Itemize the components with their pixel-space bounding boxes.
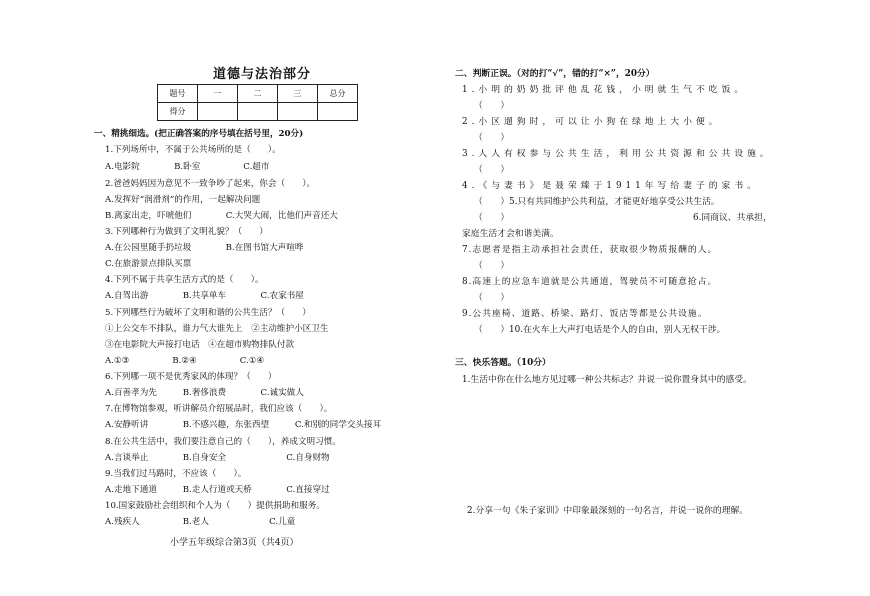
section-heading-answer: 三、快乐答题。（10分）: [455, 358, 551, 368]
answer-options: A.①③ B.②④ C.①④: [105, 356, 265, 366]
judge-question: 8.高速上的应急车道就是公共通道，驾驶员不可随意抢占。: [462, 277, 718, 287]
table-cell: 得分: [158, 103, 198, 121]
answer-options: A.残疾人 B.老人 C.儿童: [105, 517, 296, 527]
answer-options: C.在旅游景点排队买票: [105, 259, 192, 269]
answer-blank[interactable]: （ ）: [474, 197, 510, 207]
question-line: 1.下列场所中，不属于公共场所的是（ ）。: [105, 145, 281, 155]
question-line: 8.在公共生活中，我们要注意自己的（ ），养成文明习惯。: [105, 437, 341, 447]
answer-options: A.发挥好“润滑剂”的作用，一起解决问题: [105, 195, 261, 205]
judge-question: 7.志愿者是指主动承担社会责任，获取很少物质报酬的人。: [462, 245, 718, 255]
table-cell: 三: [278, 85, 318, 103]
answer-blank[interactable]: （ ）: [474, 133, 510, 143]
answer-blank[interactable]: （ ）: [474, 325, 510, 335]
score-table: [157, 84, 358, 121]
open-question: 1.生活中你在什么地方见过哪一种公共标志？并说一说你置身其中的感受。: [462, 375, 752, 385]
answer-area[interactable]: [462, 522, 792, 582]
answer-options: A.安静听讲 B.不感兴趣，东张西望 C.和别的同学交头接耳: [105, 420, 382, 430]
answer-blank[interactable]: （ ）: [474, 261, 510, 271]
table-cell-empty[interactable]: [278, 103, 318, 121]
question-line: 4.下列不属于共享生活方式的是（ ）。: [105, 275, 264, 285]
answer-blank[interactable]: （ ）: [474, 165, 510, 175]
question-line: 2.爸爸妈妈因为意见不一致争吵了起来，你会（ ）。: [105, 179, 316, 189]
question-line: 9.当我们过马路时，不应该（ ）。: [105, 469, 247, 479]
judge-question: 6.同商议、共承担，: [693, 213, 772, 223]
judge-question: 9.公共座椅、道路、桥梁、路灯、饭店等都是公共设施。: [462, 309, 708, 319]
answer-area[interactable]: [462, 392, 792, 502]
table-cell: 二: [238, 85, 278, 103]
answer-options: ③在电影院大声接打电话 ④在超市购物排队付款: [105, 340, 295, 350]
page-footer: 小学五年级综合第3页（共4页）: [170, 538, 299, 548]
score-table-score-row: [158, 103, 358, 121]
judge-question: 3.人人有权参与公共生活，利用公共资源和公共设施。: [462, 149, 773, 159]
answer-options: A.走地下通道 B.走人行道或天桥 C.直接穿过: [105, 485, 330, 495]
table-cell-empty[interactable]: [198, 103, 238, 121]
question-line: 3.下列哪种行为做到了文明礼貌？（ ）: [105, 227, 268, 237]
judge-question: 2.小区遛狗时，可以让小狗在绿地上大小便。: [462, 117, 722, 127]
question-line: 7.在博物馆参观，听讲解员介绍展品时，我们应该（ ）。: [105, 404, 333, 414]
answer-blank[interactable]: （ ）: [474, 213, 510, 223]
table-cell-empty[interactable]: [318, 103, 358, 121]
answer-options: A.自驾出游 B.共享单车 C.农家书屋: [105, 291, 304, 301]
table-cell: 题号: [158, 85, 198, 103]
answer-options: A.百善孝为先 B.奢侈浪费 C.诚实做人: [105, 388, 304, 398]
table-cell: 总分: [318, 85, 358, 103]
judge-question: 10.在火车上大声打电话是个人的自由，别人无权干涉。: [509, 325, 726, 335]
section-heading-choice: 一、精挑细选。(把正确答案的序号填在括号里，20分): [94, 129, 304, 139]
question-line: 5.下列哪些行为破坏了文明和谐的公共生活？（ ）: [105, 308, 311, 318]
judge-question-continued: 家庭生活才会和谐美满。: [462, 229, 559, 239]
table-cell-empty[interactable]: [238, 103, 278, 121]
answer-blank[interactable]: （ ）: [474, 101, 510, 111]
answer-options: B.离家出走，吓唬他们 C.大哭大闹，比他们声音还大: [105, 211, 338, 221]
answer-options: A.电影院 B.卧室 C.超市: [105, 162, 270, 172]
section-heading-judge: 二、判断正误。（对的打“√”，错的打“×”，20分）: [455, 69, 655, 79]
answer-options: A.言谈举止 B.自身安全 C.自身财物: [105, 453, 330, 463]
score-table-header-row: [158, 85, 358, 103]
answer-blank[interactable]: （ ）: [474, 293, 510, 303]
table-cell: 一: [198, 85, 238, 103]
judge-question: 1.小明的奶奶批评他乱花钱，小明就生气不吃饭。: [462, 85, 748, 95]
page-title: 道德与法治部分: [213, 67, 312, 82]
question-line: 10.国家鼓励社会组织和个人为（ ）提供捐助和服务。: [105, 501, 325, 511]
judge-question: 4.《与妻书》是聂荣臻于1911年写给妻子的家书。: [462, 181, 760, 191]
open-question: 2.分享一句《朱子家训》中印象最深刻的一句名言，并说一说你的理解。: [467, 506, 749, 516]
answer-options: ①上公交车不排队，谁力气大谁先上 ②主动维护小区卫生: [105, 324, 329, 334]
question-line: 6.下列哪一项不是优秀家风的体现？（ ）: [105, 372, 277, 382]
judge-question: 5.只有共同维护公共利益，才能更好地享受公共生活。: [509, 197, 720, 207]
answer-options: A.在公园里随手扔垃圾 B.在图书馆大声喧哗: [105, 243, 304, 253]
